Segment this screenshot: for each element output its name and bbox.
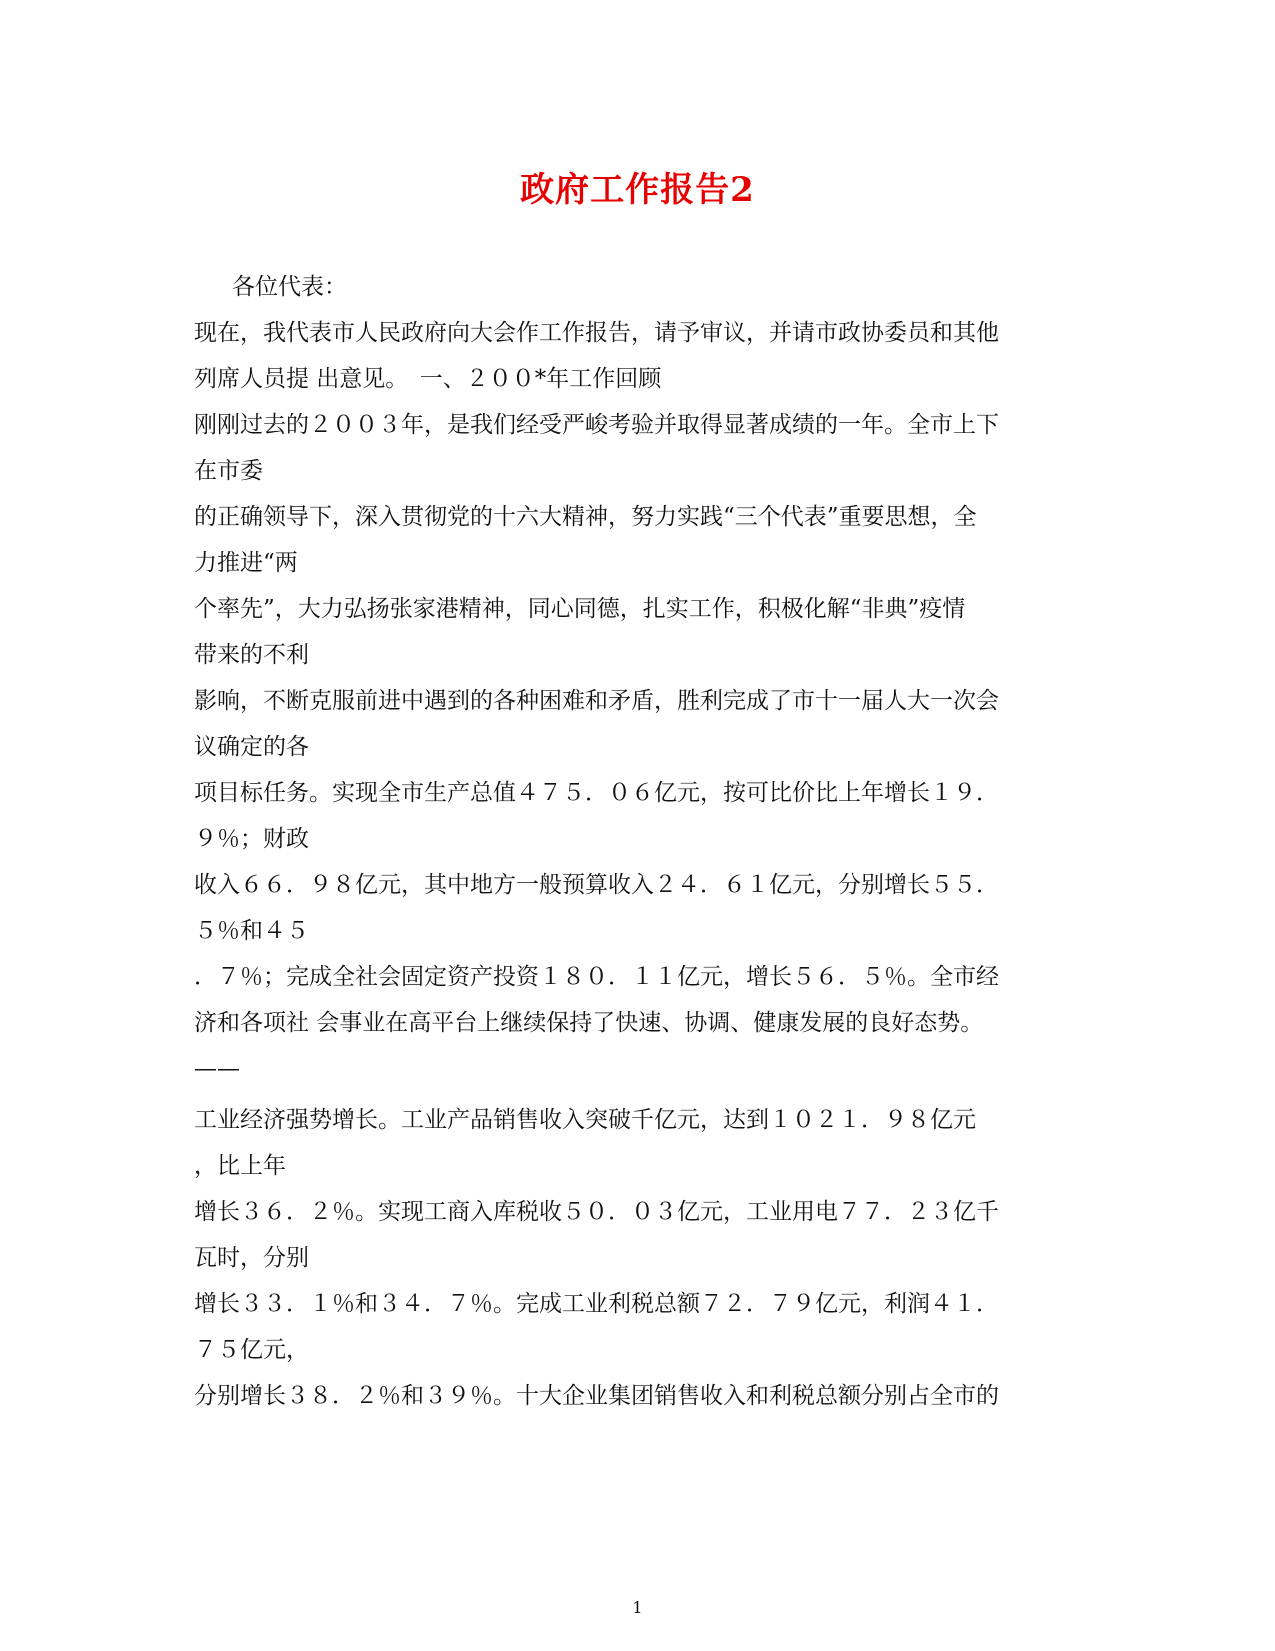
body-line: 个率先”，大力弘扬张家港精神，同心同德，扎实工作，积极化解“非典”疫情: [194, 596, 966, 622]
body-line: 在市委: [194, 458, 263, 484]
body-line: 增长３６．２％。实现工商入库税收５０．０３亿元，工业用电７７．２３亿千: [194, 1199, 999, 1225]
document-title: 政府工作报告2: [520, 170, 755, 210]
body-line: 现在，我代表市人民政府向大会作工作报告，请予审议，并请市政协委员和其他: [194, 320, 999, 346]
body-line: 济和各项社 会事业在高平台上继续保持了快速、协调、健康发展的良好态势。: [194, 1010, 984, 1036]
body-line: 议确定的各: [194, 734, 309, 760]
body-line: 的正确领导下，深入贯彻党的十六大精神，努力实践“三个代表”重要思想，全: [194, 504, 977, 530]
body-line: 影响，不断克服前进中遇到的各种困难和矛盾，胜利完成了市十一届人大一次会: [194, 688, 999, 714]
body-line: 带来的不利: [194, 642, 309, 668]
body-line: ７５亿元，: [194, 1337, 309, 1363]
body-line: 工业经济强势增长。工业产品销售收入突破千亿元，达到１０２１．９８亿元: [194, 1107, 976, 1133]
salutation-line: 各位代表：: [232, 274, 347, 300]
body-line: 刚刚过去的２００３年，是我们经受严峻考验并取得显著成绩的一年。全市上下: [194, 412, 999, 438]
body-line: 收入６６．９８亿元，其中地方一般预算收入２４．６１亿元，分别增长５５．: [194, 872, 999, 898]
body-line: ５％和４５: [194, 918, 309, 944]
body-line: 分别增长３８．２％和３９％。十大企业集团销售收入和利税总额分别占全市的: [194, 1383, 999, 1409]
body-line: 增长３３．１％和３４．７％。完成工业利税总额７２．７９亿元，利润４１．: [194, 1291, 999, 1317]
body-line: 力推进“两: [194, 550, 298, 576]
body-line: 项目标任务。实现全市生产总值４７５．０６亿元，按可比价比上年增长１９．: [194, 780, 999, 806]
body-line: ，比上年: [194, 1153, 286, 1179]
dash-line: ——: [194, 1056, 240, 1082]
body-line: ．７％；完成全社会固定资产投资１８０．１１亿元，增长５６．５％。全市经: [194, 964, 999, 990]
page-number: 1: [632, 1598, 643, 1617]
body-line: 瓦时，分别: [194, 1245, 309, 1271]
body-line: ９％；财政: [194, 826, 309, 852]
body-line: 列席人员提 出意见。 一、２００*年工作回顾: [194, 366, 662, 392]
